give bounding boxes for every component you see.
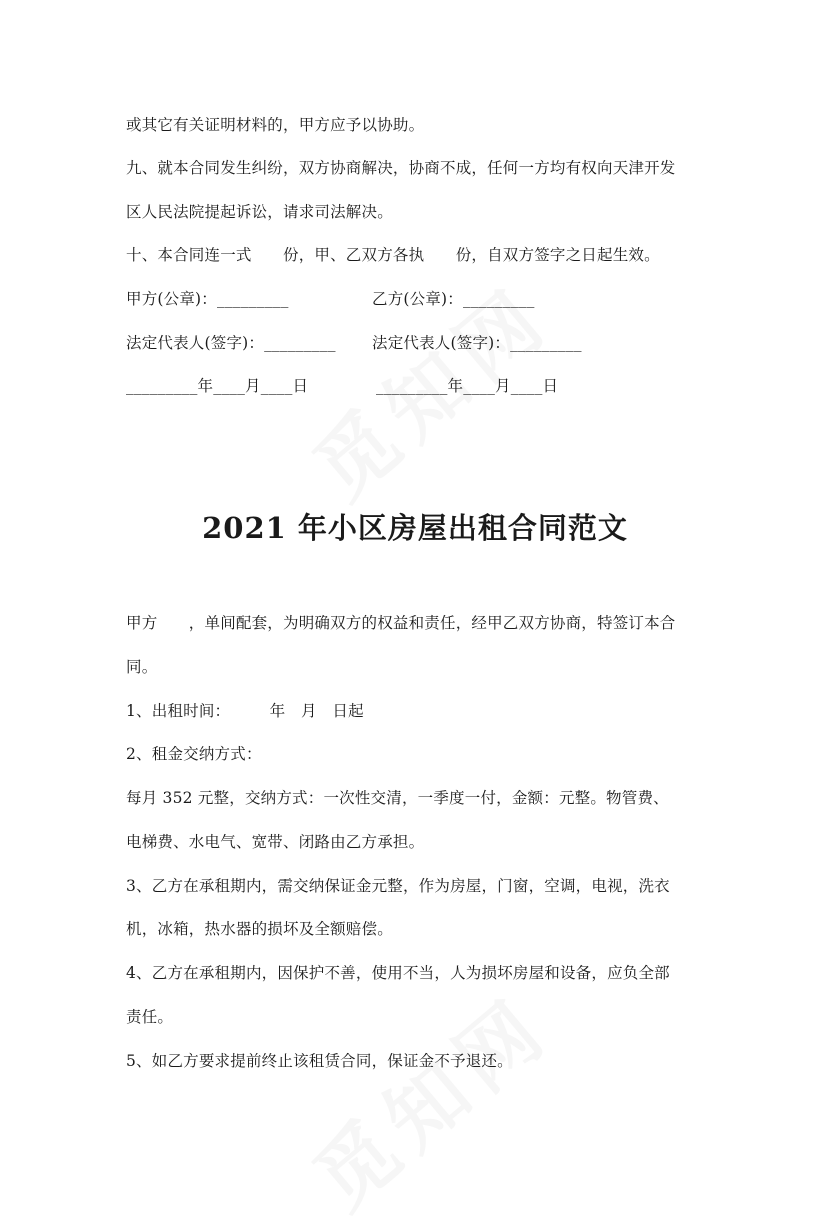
party-b-representative-line: 法定代表人(签字)：_________	[372, 334, 582, 352]
body-line: 5、如乙方要求提前终止该租赁合同，保证金不予退还。	[126, 1052, 513, 1070]
body-line: 区人民法院提起诉讼，请求司法解决。	[126, 203, 393, 221]
body-line: 九、就本合同发生纠纷，双方协商解决，协商不成，任何一方均有权向天津开发	[126, 159, 676, 177]
body-line: 同。	[126, 658, 158, 676]
party-a-representative-line: 法定代表人(签字)：_________	[126, 334, 336, 352]
body-line: 2、租金交纳方式：	[126, 745, 262, 763]
party-b-seal-line: 乙方(公章)：_________	[372, 290, 535, 308]
party-a-date-line: _________年____月____日	[126, 377, 309, 395]
watermark	[285, 965, 570, 1230]
body-line: 甲方 ，单间配套，为明确双方的权益和责任，经甲乙双方协商，特签订本合	[126, 614, 676, 632]
body-line: 或其它有关证明材料的，甲方应予以协助。	[126, 116, 425, 134]
document-title: 2021 年小区房屋出租合同范文	[202, 511, 628, 545]
body-line: 十、本合同连一式 份，甲、乙双方各执 份，自双方签字之日起生效。	[126, 246, 660, 264]
body-line: 责任。	[126, 1008, 174, 1026]
body-line: 4、乙方在承租期内，因保护不善，使用不当，人为损坏房屋和设备，应负全部	[126, 964, 670, 982]
body-line: 电梯费、水电气、宽带、闭路由乙方承担。	[126, 833, 425, 851]
party-a-seal-line: 甲方(公章)：_________	[126, 290, 289, 308]
body-line: 机，冰箱，热水器的损坏及全额赔偿。	[126, 920, 393, 938]
body-line: 3、乙方在承租期内，需交纳保证金元整，作为房屋，门窗，空调，电视，洗衣	[126, 877, 670, 895]
party-b-date-line: _________年____月____日	[376, 377, 559, 395]
body-line: 每月 352 元整，交纳方式：一次性交清，一季度一付，金额：元整。物管费、	[126, 789, 669, 807]
body-line: 1、出租时间： 年 月 日起	[126, 702, 364, 720]
